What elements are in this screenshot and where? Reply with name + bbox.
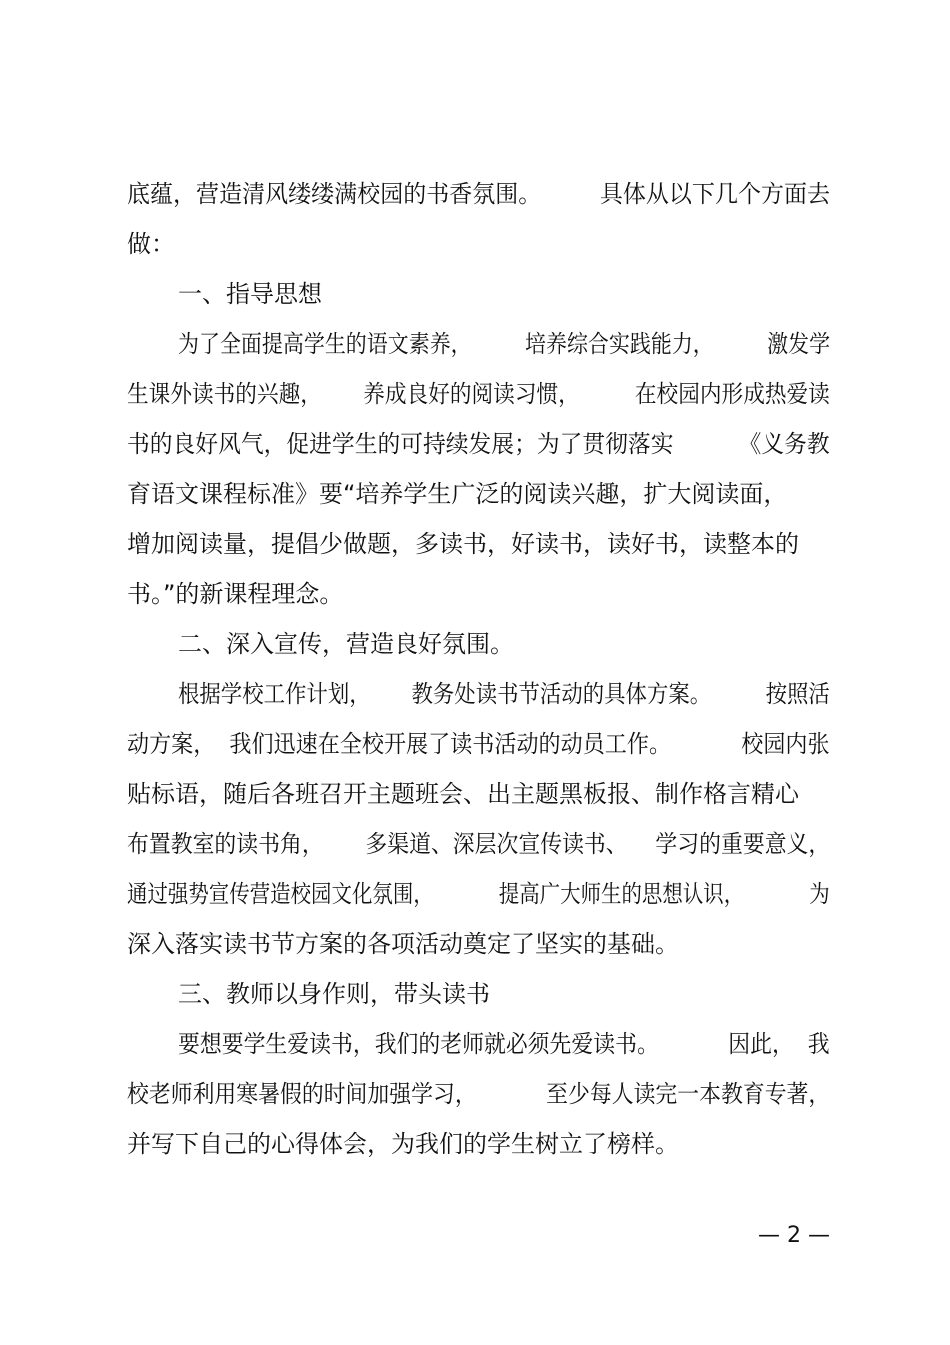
text-line: 要想要学生爱读书，我们的老师就必须先爱读书。 因此， 我 bbox=[178, 1030, 830, 1058]
text-line: 增加阅读量，提倡少做题，多读书，好读书，读好书，读整本的 bbox=[127, 530, 799, 558]
text-line: 根据学校工作计划， 教务处读书节活动的具体方案。 按照活 bbox=[178, 680, 830, 708]
text-line: 通过强势宣传营造校园文化氛围， 提高广大师生的思想认识， 为 bbox=[127, 880, 830, 908]
text-line: 底蕴，营造清风缕缕满校园的书香氛围。 具体从以下几个方面去 bbox=[127, 180, 831, 208]
text-line: 做： bbox=[127, 230, 175, 258]
text-line: 书。”的新课程理念。 bbox=[127, 580, 344, 608]
text-line: 深入落实读书节方案的各项活动奠定了坚实的基础。 bbox=[127, 930, 679, 958]
page-number: — 2 — bbox=[758, 1223, 830, 1248]
text-line: 动方案， 我们迅速在全校开展了读书活动的动员工作。 校园内张 bbox=[127, 730, 830, 758]
text-line: 布置教室的读书角， 多渠道、深层次宣传读书、 学习的重要意义， bbox=[127, 830, 831, 858]
text-line: 贴标语，随后各班召开主题班会、出主题黑板报、制作格言精心 bbox=[127, 780, 799, 808]
text-line: 育语文课程标准》要“培养学生广泛的阅读兴趣，扩大阅读面， bbox=[127, 480, 788, 508]
section-heading: 一、指导思想 bbox=[178, 280, 322, 308]
section-heading: 二、深入宣传，营造良好氛围。 bbox=[178, 630, 514, 658]
text-line: 生课外读书的兴趣， 养成良好的阅读习惯， 在校园内形成热爱读 bbox=[127, 380, 830, 408]
text-line: 书的良好风气，促进学生的可持续发展；为了贯彻落实 《义务教 bbox=[127, 430, 830, 458]
text-line: 并写下自己的心得体会，为我们的学生树立了榜样。 bbox=[127, 1130, 679, 1158]
text-line: 为了全面提高学生的语文素养， 培养综合实践能力， 激发学 bbox=[178, 330, 831, 358]
section-heading: 三、教师以身作则，带头读书 bbox=[178, 980, 490, 1008]
text-line: 校老师利用寒暑假的时间加强学习， 至少每人读完一本教育专著， bbox=[127, 1080, 831, 1108]
